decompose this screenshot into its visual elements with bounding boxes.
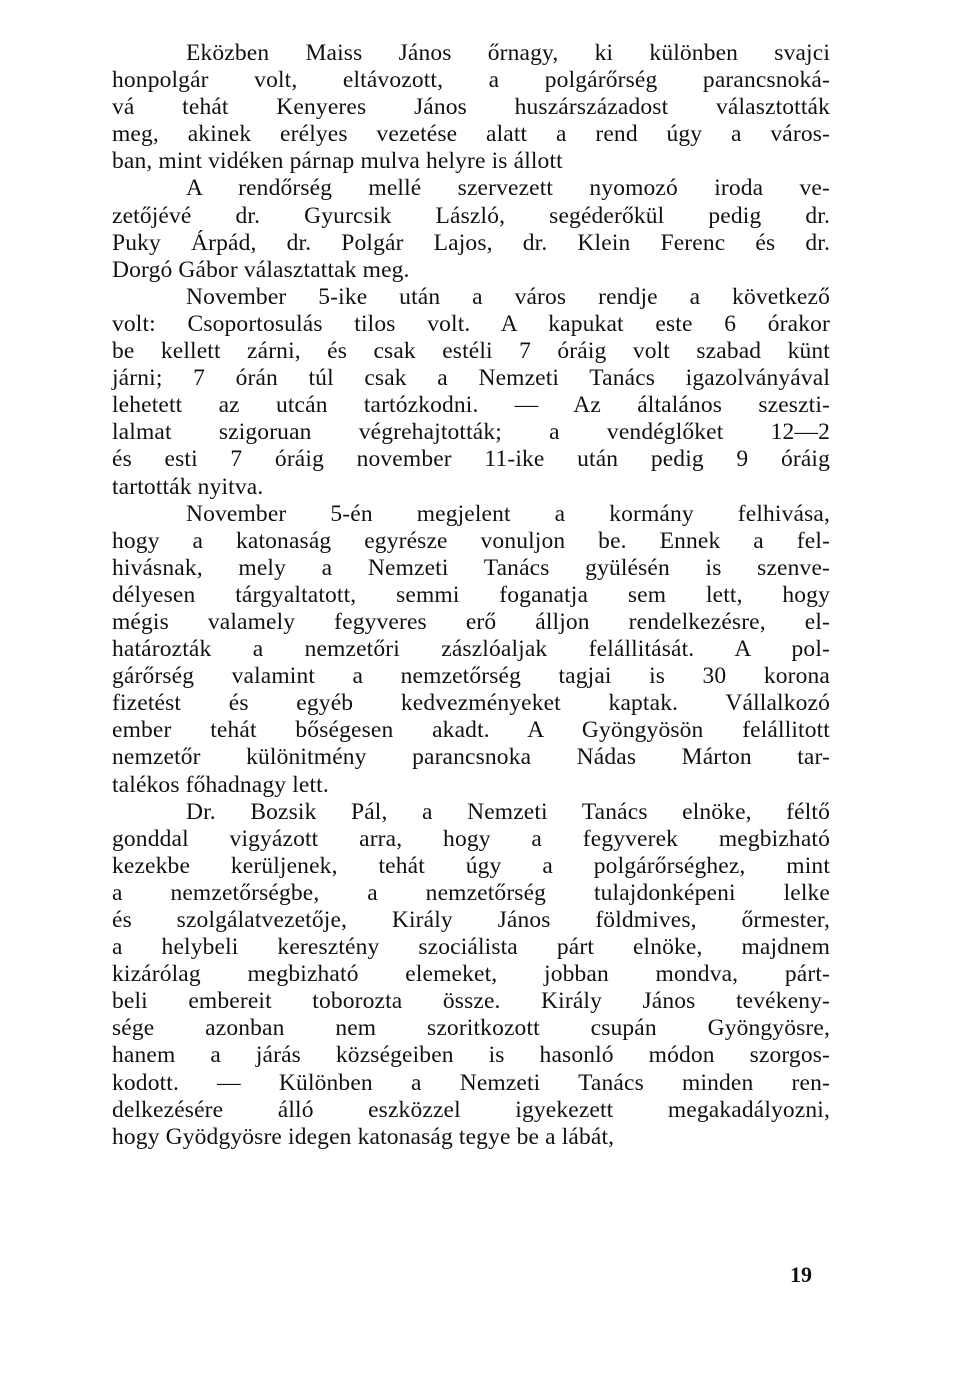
- paragraph: [112, 175, 830, 283]
- text-line: a helybeli keresztény szociálista párt elnöke, majdnem: [112, 934, 830, 961]
- text-line: mégis valamely fegyveres erő álljon rendelkezésre, el-: [112, 608, 830, 635]
- text-line: járni; 7 órán túl csak a Nemzeti Tanács igazolványával: [112, 365, 830, 392]
- text-line: nemzetőr különitmény parancsnoka Nádas Márton tar-: [112, 744, 830, 771]
- text-line: fizetést és egyéb kedvezményeket kaptak. Vállalkozó: [112, 690, 830, 717]
- text-line: ban, mint vidéken párnap mulva helyre is állott: [112, 148, 563, 175]
- text-line: Eközben Maiss János őrnagy, ki különben svajci: [186, 40, 830, 66]
- text-line: delkezésére álló eszközzel igyekezett megakadályozni,: [112, 1096, 830, 1123]
- text-line: sége azonban nem szoritkozott csupán Gyöngyösre,: [112, 1015, 830, 1042]
- text-line: ember tehát bőségesen akadt. A Gyöngyösön felállitott: [112, 717, 830, 744]
- text-line: talékos főhadnagy lett.: [112, 771, 329, 798]
- text-line: és szolgálatvezetője, Király János földmives, őrmester,: [112, 907, 830, 933]
- text-line: Dorgó Gábor választattak meg.: [112, 256, 410, 283]
- text-line: hanem a járás községeiben is hasonló módon szorgos-: [112, 1042, 830, 1069]
- text-line: hivásnak, mely a Nemzeti Tanács gyülésén is szenve-: [112, 554, 830, 581]
- text-line: tartották nyitva.: [112, 473, 264, 500]
- page-body: [112, 40, 830, 1151]
- paragraph: [112, 799, 830, 1151]
- text-line: gonddal vigyázott arra, hogy a fegyverek megbizható: [112, 825, 830, 852]
- text-block: [112, 40, 830, 1151]
- text-line: meg, akinek erélyes vezetése alatt a rend úgy a város-: [112, 121, 830, 148]
- text-line: be kellett zárni, és csak estéli 7 óráig volt szabad künt: [112, 338, 830, 365]
- text-line: beli embereit toborozta össze. Király János tevékeny-: [112, 988, 830, 1015]
- text-line: November 5-én megjelent a kormány felhivása,: [186, 500, 830, 527]
- text-line: kizárólag megbizható elemeket, jobban mondva, párt-: [112, 961, 830, 988]
- text-line: és esti 7 óráig november 11-ike után pedig 9 óráig: [112, 446, 830, 473]
- text-line: Puky Árpád, dr. Polgár Lajos, dr. Klein Ferenc és dr.: [112, 229, 830, 256]
- text-line: kezekbe kerüljenek, tehát úgy a polgárőrséghez, mint: [112, 852, 830, 879]
- text-line: lehetett az utcán tartózkodni. — Az általános szeszti-: [112, 392, 830, 419]
- text-line: volt: Csoportosulás tilos volt. A kapukat este 6 órakor: [112, 310, 830, 337]
- text-line: vá tehát Kenyeres János huszárszázadost választották: [112, 94, 830, 121]
- text-line: hogy a katonaság egyrésze vonuljon be. Ennek a fel-: [112, 527, 830, 554]
- text-line: gárőrség valamint a nemzetőrség tagjai is 30 korona: [112, 663, 830, 690]
- text-line: lalmat szigoruan végrehajtották; a vendéglőket 12—2: [112, 419, 830, 446]
- text-line: határozták a nemzetőri zászlóaljak felállitását. A pol-: [112, 636, 830, 663]
- paragraph: [112, 284, 830, 501]
- text-line: kodott. — Különben a Nemzeti Tanács minden ren-: [112, 1069, 830, 1096]
- text-line: Dr. Bozsik Pál, a Nemzeti Tanács elnöke, féltő: [186, 798, 830, 825]
- text-line: a nemzetőrségbe, a nemzetőrség tulajdonképeni lelke: [112, 879, 830, 906]
- paragraph: [112, 40, 830, 175]
- text-line: honpolgár volt, eltávozott, a polgárőrség parancsnoká-: [112, 67, 830, 94]
- text-line: zetőjévé dr. Gyurcsik László, segéderőkül pedig dr.: [112, 202, 830, 229]
- paragraph: [112, 501, 830, 799]
- text-line: A rendőrség mellé szervezett nyomozó iroda ve-: [186, 175, 830, 202]
- text-line: hogy Gyödgyösre idegen katonaság tegye be a lábát,: [112, 1123, 615, 1150]
- page-number: 19: [790, 1262, 812, 1287]
- text-line: délyesen tárgyaltatott, semmi foganatja sem lett, hogy: [112, 581, 830, 608]
- text-line: November 5-ike után a város rendje a következő: [186, 283, 830, 310]
